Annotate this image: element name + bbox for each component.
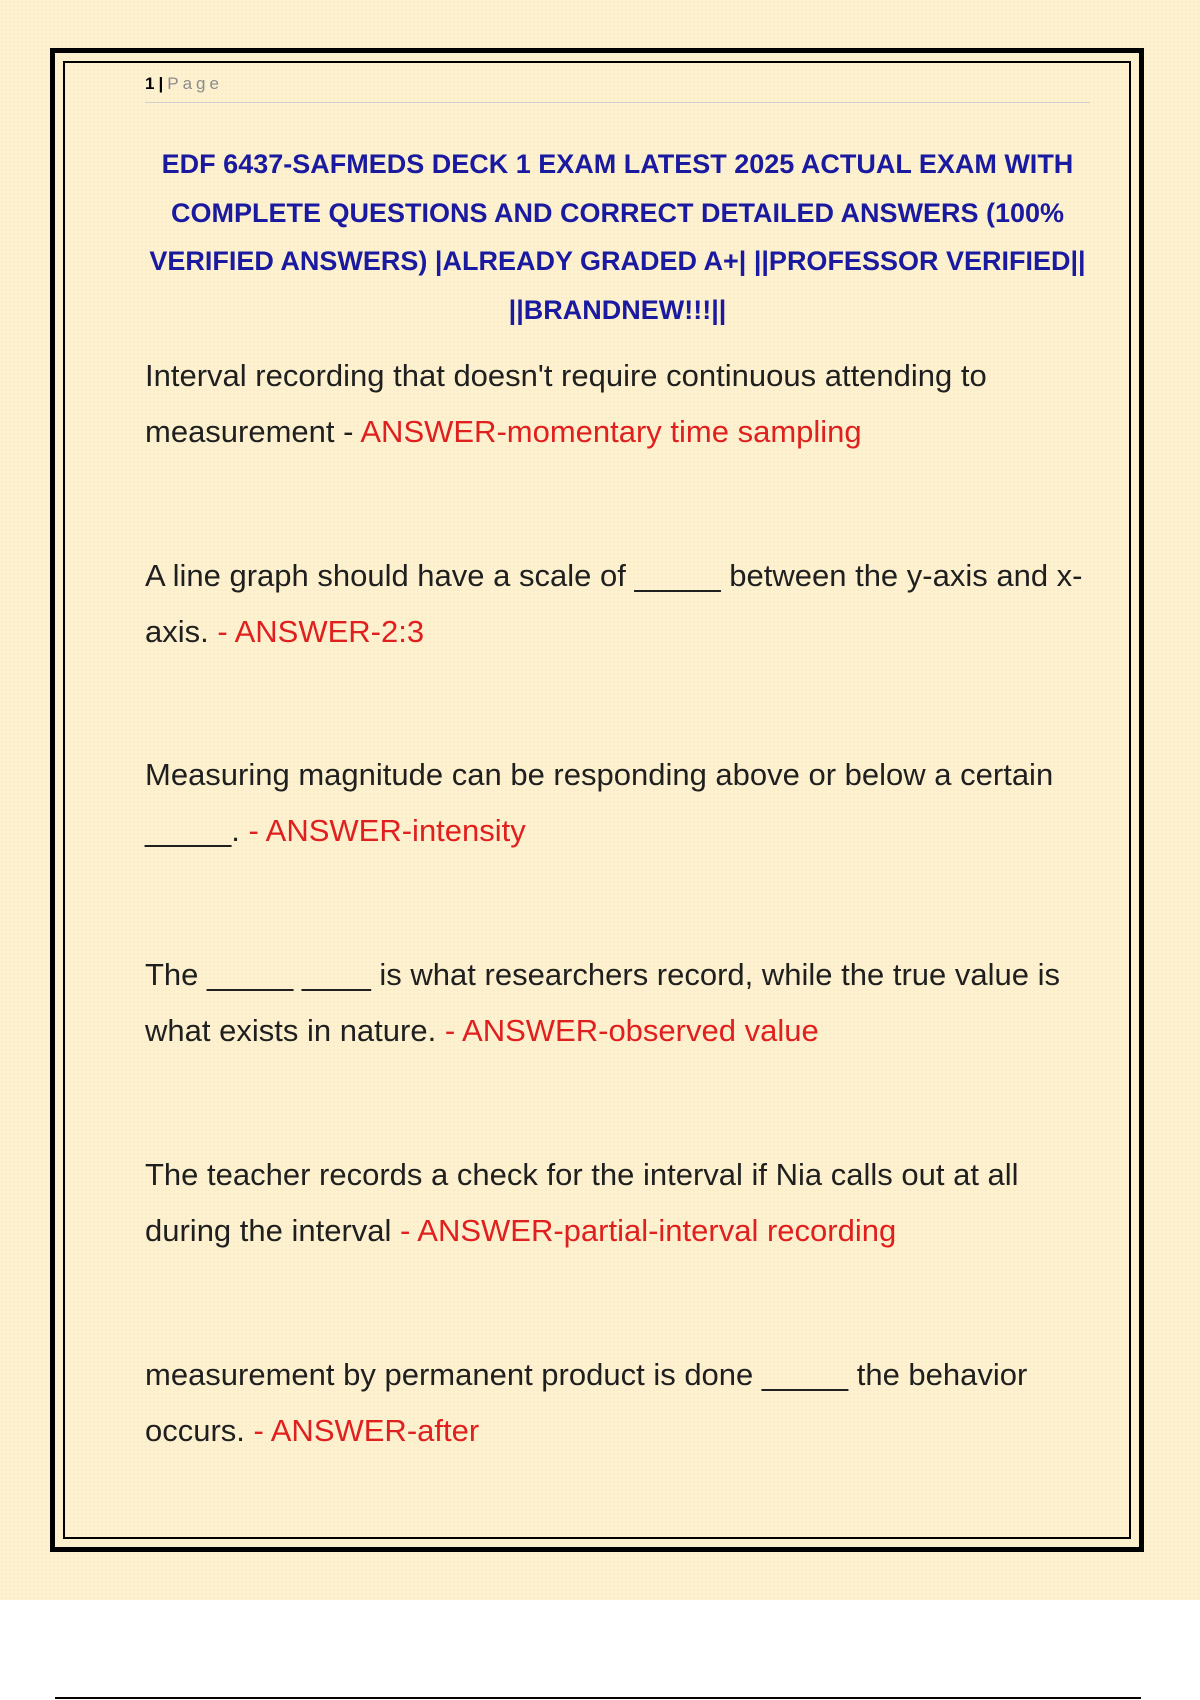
answer-text: ANSWER-momentary time sampling xyxy=(360,414,862,449)
answer-text: - ANSWER-partial-interval recording xyxy=(400,1213,897,1248)
qa-item xyxy=(145,348,1105,460)
question-text: measurement by permanent product is done _____ the behavior occurs. xyxy=(145,1357,1028,1448)
page-separator: | xyxy=(158,74,164,93)
qa-item xyxy=(145,747,1105,859)
answer-text: - ANSWER-2:3 xyxy=(217,614,425,649)
question-text: Measuring magnitude can be responding above or below a certain _____. xyxy=(145,757,1054,848)
qa-item xyxy=(145,1347,1105,1459)
question-text: Interval recording that doesn't require continuous attending to measurement - xyxy=(145,358,987,449)
answer-text: - ANSWER-intensity xyxy=(248,813,526,848)
page-label: Page xyxy=(167,74,223,93)
answer-text: - ANSWER-observed value xyxy=(444,1013,819,1048)
page-header xyxy=(145,74,1090,103)
qa-item xyxy=(145,1147,1105,1259)
question-text: A line graph should have a scale of _____ between the y-axis and x-axis. xyxy=(145,558,1083,649)
footer-divider xyxy=(55,1697,1141,1699)
question-text: The teacher records a check for the interval if Nia calls out at all during the interval xyxy=(145,1157,1019,1248)
answer-text: - ANSWER-after xyxy=(253,1413,480,1448)
qa-item xyxy=(145,947,1105,1059)
document-title: EDF 6437-SAFMEDS DECK 1 EXAM LATEST 2025 ACTUAL EXAM WITH COMPLETE QUESTIONS AND CORRECT DETAILED ANSWERS (100% VERIFIED ANSWERS) |ALREADY GRADED A+| ||PROFESSOR VERIFIED|| ||BRANDNEW!!!|| xyxy=(149,149,1086,325)
page-number: 1 xyxy=(145,74,155,93)
qa-item xyxy=(145,548,1105,660)
question-text: The _____ ____ is what researchers record, while the true value is what exists in nature. xyxy=(145,957,1060,1048)
